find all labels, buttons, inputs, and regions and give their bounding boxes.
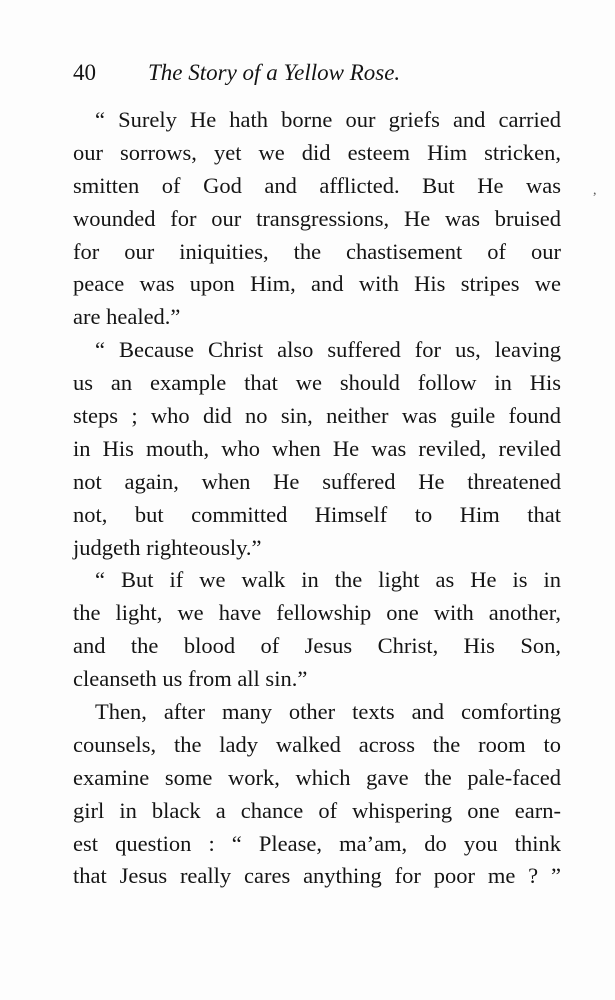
- text-line: “ Because Christ also suffered for us, leaving: [95, 337, 561, 363]
- text-line: that Jesus really cares anything for poor me ? ”: [73, 863, 561, 889]
- text-line: us an example that we should follow in His: [73, 370, 561, 396]
- text-line: our sorrows, yet we did esteem Him stricken,: [73, 139, 561, 165]
- text-line: and the blood of Jesus Christ, His Son,: [73, 633, 561, 659]
- body-text: [73, 104, 561, 893]
- text-line: examine some work, which gave the pale-faced: [73, 764, 561, 790]
- running-title: The Story of a Yellow Rose.: [148, 60, 401, 85]
- text-line: judgeth righteously.”: [73, 534, 262, 560]
- text-line: for our iniquities, the chastisement of our: [73, 238, 561, 264]
- page-header: [73, 60, 563, 94]
- text-line: steps ; who did no sin, neither was guile found: [73, 403, 561, 429]
- text-line: the light, we have fellowship one with another,: [73, 600, 561, 626]
- text-line: in His mouth, who when He was reviled, reviled: [73, 435, 561, 461]
- text-line: girl in black a chance of whispering one earn-: [73, 797, 561, 823]
- text-line: are healed.”: [73, 304, 181, 330]
- text-line: not again, when He suffered He threatened: [73, 468, 561, 494]
- text-line: “ Surely He hath borne our griefs and carried: [95, 107, 561, 132]
- text-line: peace was upon Him, and with His stripes we: [73, 271, 561, 297]
- stray-ink-mark: ,: [593, 183, 597, 198]
- text-line: “ But if we walk in the light as He is in: [95, 567, 561, 593]
- text-line: counsels, the lady walked across the room to: [73, 731, 561, 757]
- text-line: smitten of God and afflicted. But He was: [73, 172, 561, 198]
- text-line: est question : “ Please, ma’am, do you think: [73, 830, 561, 856]
- text-line: Then, after many other texts and comforting: [95, 699, 561, 725]
- text-line: cleanseth us from all sin.”: [73, 666, 308, 692]
- text-line: not, but committed Himself to Him that: [73, 501, 561, 527]
- text-line: wounded for our transgressions, He was bruised: [73, 205, 561, 231]
- page-number: 40: [73, 60, 96, 85]
